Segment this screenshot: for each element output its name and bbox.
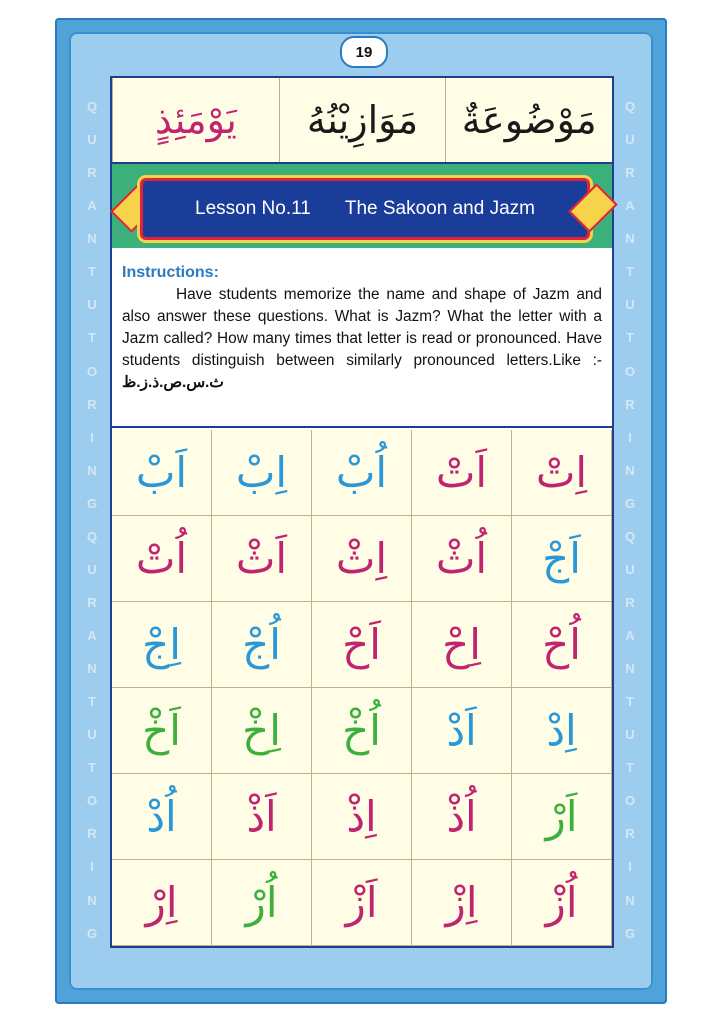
watermark-letter: T bbox=[626, 694, 634, 710]
watermark-letter: U bbox=[625, 132, 635, 148]
letter-cell: اِجْ bbox=[112, 602, 212, 688]
instructions-title: Instructions: bbox=[122, 264, 219, 281]
watermark-letter: I bbox=[628, 429, 632, 445]
watermark-letter: G bbox=[624, 495, 636, 511]
watermark-letter: U bbox=[87, 561, 97, 577]
letter-cell: اِتْ bbox=[512, 430, 612, 516]
watermark-letter: T bbox=[88, 760, 96, 776]
letter-cell: اُخْ bbox=[312, 688, 412, 774]
letter-cell: اَجْ bbox=[512, 516, 612, 602]
watermark-letter: N bbox=[625, 661, 635, 677]
header-word-2: مَوَازِيْنُهُ bbox=[279, 78, 446, 162]
watermark-letter: A bbox=[87, 628, 97, 644]
side-watermark-right bbox=[622, 90, 638, 950]
watermark-letter: A bbox=[625, 628, 635, 644]
letter-cell: اُتْ bbox=[112, 516, 212, 602]
letter-cell: اِبْ bbox=[212, 430, 312, 516]
watermark-letter: T bbox=[626, 264, 634, 280]
instructions-section bbox=[112, 250, 612, 428]
watermark-letter: U bbox=[625, 561, 635, 577]
watermark-letter: R bbox=[87, 396, 97, 412]
letter-cell: اُذْ bbox=[412, 774, 512, 860]
watermark-letter: T bbox=[88, 330, 96, 346]
watermark-letter: G bbox=[86, 495, 98, 511]
letter-cell: اَرْ bbox=[512, 774, 612, 860]
watermark-letter: Q bbox=[624, 528, 636, 544]
letter-cell: اَدْ bbox=[412, 688, 512, 774]
watermark-letter: A bbox=[625, 198, 635, 214]
side-watermark-left bbox=[84, 90, 100, 950]
letter-cell: اُجْ bbox=[212, 602, 312, 688]
letter-cell: اَذْ bbox=[212, 774, 312, 860]
watermark-letter: R bbox=[87, 165, 97, 181]
letter-cell: اُحْ bbox=[512, 602, 612, 688]
watermark-letter: U bbox=[87, 727, 97, 743]
letter-cell: اَزْ bbox=[312, 860, 412, 946]
watermark-letter: G bbox=[86, 925, 98, 941]
watermark-letter: N bbox=[87, 892, 97, 908]
watermark-letter: O bbox=[86, 363, 98, 379]
watermark-letter: R bbox=[87, 826, 97, 842]
watermark-letter: U bbox=[87, 297, 97, 313]
watermark-letter: I bbox=[90, 429, 94, 445]
letter-cell: اِزْ bbox=[412, 860, 512, 946]
watermark-letter: N bbox=[625, 892, 635, 908]
watermark-letter: R bbox=[87, 594, 97, 610]
watermark-letter: Q bbox=[624, 99, 636, 115]
instructions-text: Have students memorize the name and shape of Jazm and also answer these questions. What is Jazm? What the letter with a Jazm called? How many times that letter is read or pronounced. Have students distinguish between similarly pronounced letters.Like :- bbox=[122, 286, 602, 369]
watermark-letter: O bbox=[624, 363, 636, 379]
watermark-letter: R bbox=[625, 594, 635, 610]
watermark-letter: O bbox=[624, 793, 636, 809]
letter-cell: اُبْ bbox=[312, 430, 412, 516]
letter-cell: اِدْ bbox=[512, 688, 612, 774]
header-word-1: مَوْضُوعَةٌ bbox=[445, 78, 612, 162]
header-words bbox=[112, 78, 612, 164]
watermark-letter: I bbox=[628, 859, 632, 875]
letter-cell: اَبْ bbox=[112, 430, 212, 516]
letter-cell: اِرْ bbox=[112, 860, 212, 946]
lesson-card bbox=[110, 76, 614, 948]
letter-cell: اَخْ bbox=[112, 688, 212, 774]
header-word-3: يَوْمَئِذٍ bbox=[112, 78, 279, 162]
watermark-letter: R bbox=[625, 826, 635, 842]
watermark-letter: T bbox=[626, 330, 634, 346]
letter-cell: اُدْ bbox=[112, 774, 212, 860]
watermark-letter: R bbox=[625, 396, 635, 412]
letter-grid bbox=[112, 430, 612, 946]
letter-cell: اِخْ bbox=[212, 688, 312, 774]
watermark-letter: U bbox=[87, 132, 97, 148]
letter-cell: اِثْ bbox=[312, 516, 412, 602]
watermark-letter: R bbox=[625, 165, 635, 181]
letter-cell: اُزْ bbox=[512, 860, 612, 946]
letter-cell: اَثْ bbox=[212, 516, 312, 602]
watermark-letter: N bbox=[625, 462, 635, 478]
watermark-letter: A bbox=[87, 198, 97, 214]
letter-cell: اُثْ bbox=[412, 516, 512, 602]
watermark-letter: T bbox=[88, 264, 96, 280]
letter-cell: اِحْ bbox=[412, 602, 512, 688]
watermark-letter: T bbox=[88, 694, 96, 710]
instructions-body bbox=[122, 284, 602, 394]
watermark-letter: T bbox=[626, 760, 634, 776]
watermark-letter: O bbox=[86, 793, 98, 809]
letter-cell: اِذْ bbox=[312, 774, 412, 860]
watermark-letter: N bbox=[87, 231, 97, 247]
watermark-letter: N bbox=[87, 462, 97, 478]
watermark-letter: Q bbox=[86, 99, 98, 115]
watermark-letter: N bbox=[625, 231, 635, 247]
watermark-letter: Q bbox=[86, 528, 98, 544]
watermark-letter: G bbox=[624, 925, 636, 941]
lesson-number: Lesson No.11 bbox=[195, 198, 311, 219]
watermark-letter: U bbox=[625, 297, 635, 313]
lesson-topic: The Sakoon and Jazm bbox=[344, 198, 535, 219]
lesson-banner bbox=[112, 164, 612, 248]
letter-cell: اَتْ bbox=[412, 430, 512, 516]
letter-cell: اَحْ bbox=[312, 602, 412, 688]
similar-letters: ث.س.ص.ذ.ز.ظ bbox=[122, 374, 224, 391]
watermark-letter: N bbox=[87, 661, 97, 677]
letter-cell: اُرْ bbox=[212, 860, 312, 946]
watermark-letter: I bbox=[90, 859, 94, 875]
watermark-letter: U bbox=[625, 727, 635, 743]
banner-plate bbox=[140, 178, 590, 240]
page-number: 19 bbox=[340, 36, 388, 68]
